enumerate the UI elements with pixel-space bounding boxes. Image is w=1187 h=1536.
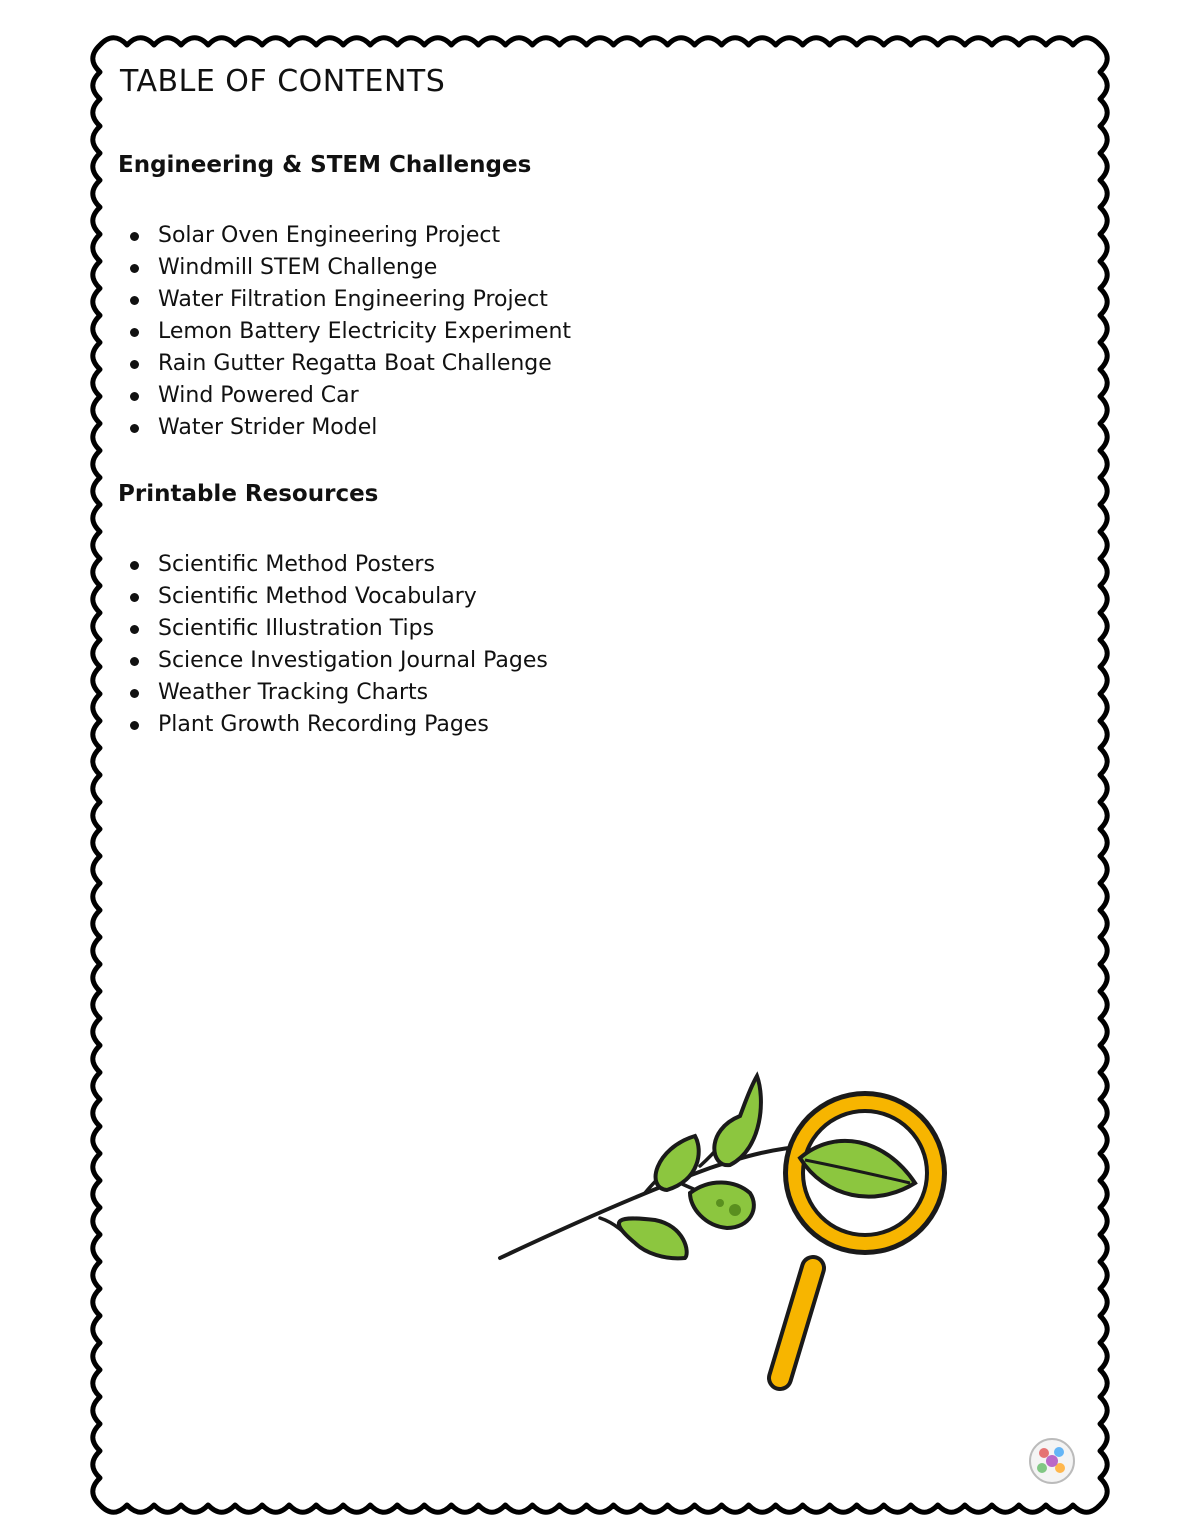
list-item-label: Scientific Method Vocabulary (158, 584, 477, 609)
bullet-icon (130, 689, 139, 698)
section-printable-resources (118, 481, 548, 737)
magnifying-glass-leaf-branch-icon (495, 1068, 970, 1393)
section-engineering-stem (118, 152, 572, 440)
bullet-icon (130, 392, 139, 401)
list-item (128, 252, 571, 284)
list-item (128, 549, 548, 581)
bullet-icon (130, 264, 139, 273)
section-heading: Printable Resources (118, 481, 379, 507)
section-list (128, 549, 548, 741)
list-item-label: Rain Gutter Regatta Boat Challenge (158, 351, 552, 376)
bullet-icon (130, 721, 139, 730)
publisher-logo-icon (1028, 1437, 1076, 1485)
bullet-icon (130, 593, 139, 602)
bullet-icon (130, 424, 139, 433)
list-item-label: Water Strider Model (158, 415, 378, 440)
section-heading: Engineering & STEM Challenges (118, 152, 532, 178)
list-item (128, 412, 571, 444)
list-item-label: Scientific Method Posters (158, 552, 435, 577)
list-item (128, 645, 548, 677)
bullet-icon (130, 296, 139, 305)
bullet-icon (130, 561, 139, 570)
bullet-icon (130, 625, 139, 634)
list-item-label: Lemon Battery Electricity Experiment (158, 319, 572, 344)
list-item-label: Solar Oven Engineering Project (158, 223, 501, 248)
list-item-label: Plant Growth Recording Pages (158, 712, 489, 737)
list-item-label: Windmill STEM Challenge (158, 255, 438, 280)
bullet-icon (130, 360, 139, 369)
list-item (128, 284, 571, 316)
list-item (128, 348, 571, 380)
list-item (128, 380, 571, 412)
list-item-label: Weather Tracking Charts (158, 680, 429, 705)
list-item-label: Science Investigation Journal Pages (158, 648, 548, 673)
bullet-icon (130, 232, 139, 241)
list-item (128, 581, 548, 613)
list-item-label: Scientific Illustration Tips (158, 616, 435, 641)
section-list (128, 220, 571, 444)
bullet-icon (130, 328, 139, 337)
list-item (128, 677, 548, 709)
page-title: TABLE OF CONTENTS (120, 64, 446, 99)
bullet-icon (130, 657, 139, 666)
list-item-label: Wind Powered Car (158, 383, 359, 408)
list-item (128, 709, 548, 741)
list-item (128, 613, 548, 645)
list-item-label: Water Filtration Engineering Project (158, 287, 548, 312)
list-item (128, 316, 571, 348)
list-item (128, 220, 571, 252)
